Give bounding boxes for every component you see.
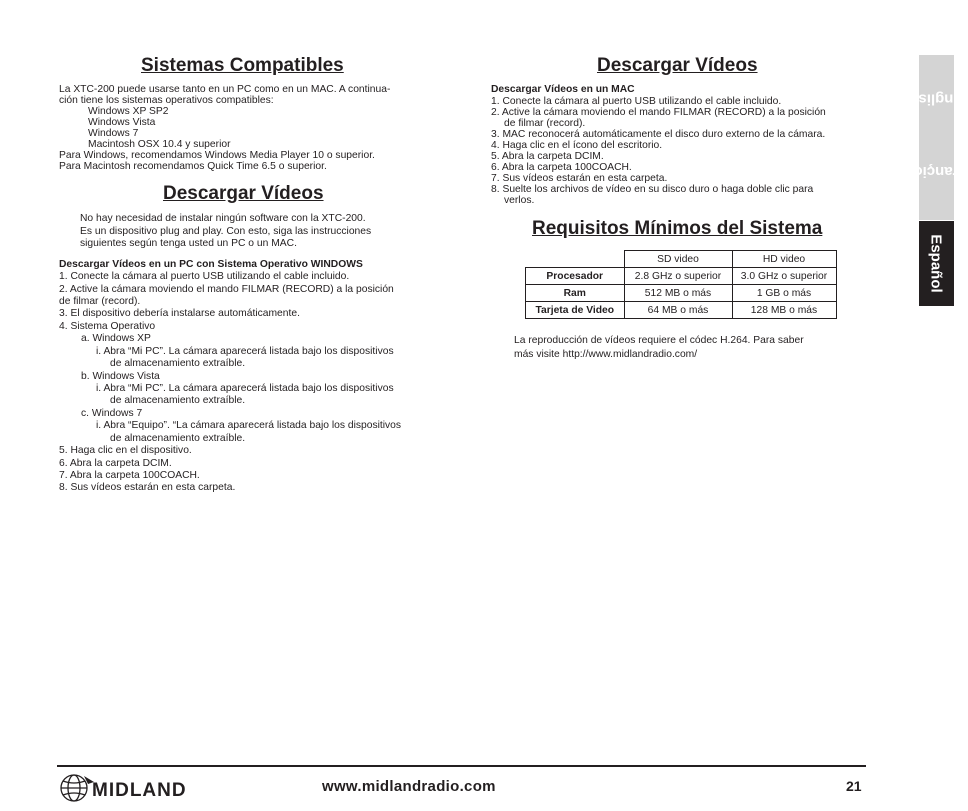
note-line-1: La reproducción de vídeos requiere el códec H.264. Para saber: [514, 335, 804, 346]
step: 7. Abra la carpeta 100COACH.: [59, 470, 200, 481]
substep-detail-cont: de almacenamiento extraíble.: [110, 395, 246, 406]
mac-step: 1. Conecte la cámara al puerto USB utilizando el cable incluido.: [491, 96, 782, 107]
mac-step-cont: verlos.: [504, 195, 535, 206]
globe-icon: [61, 775, 87, 801]
tab-francais-label: Françios: [905, 163, 968, 181]
tab-espanol[interactable]: [919, 221, 954, 306]
table-header-hd: HD video: [732, 251, 836, 268]
step: 3. El dispositivo debería instalarse automáticamente.: [59, 308, 300, 319]
table-header-sd: SD video: [624, 251, 732, 268]
page-number: 21: [846, 778, 862, 794]
note-line-2: más visite http://www.midlandradio.com/: [514, 349, 698, 360]
requirements-table: [525, 250, 837, 319]
step-cont: de filmar (record).: [59, 296, 141, 307]
table-header-row: [526, 251, 837, 268]
substep-detail: i. Abra “Mi PC”. La cámara aparecerá listada bajo los dispositivos: [96, 346, 394, 357]
mac-step: 5. Abra la carpeta DCIM.: [491, 151, 604, 162]
tab-espanol-label: Español: [928, 234, 946, 293]
subheading-mac: Descargar Vídeos en un MAC: [491, 84, 635, 95]
table-cell: 64 MB o más: [624, 302, 732, 319]
os-item: Windows 7: [88, 128, 139, 139]
step: 5. Haga clic en el dispositivo.: [59, 445, 192, 456]
subheading-windows: Descargar Vídeos en un PC con Sistema Operativo WINDOWS: [59, 259, 363, 270]
recommend-windows: Para Windows, recomendamos Windows Media Player 10 o superior.: [59, 150, 375, 161]
step: 4. Sistema Operativo: [59, 321, 156, 332]
table-cell: 2.8 GHz o superior: [624, 268, 732, 285]
mac-step: 4. Haga clic en el ícono del escritorio.: [491, 140, 663, 151]
paragraph-line: siguientes según tenga usted un PC o un MAC.: [80, 238, 297, 249]
heading-descargar-videos: Descargar Vídeos: [163, 183, 324, 204]
step: 8. Sus vídeos estarán en esta carpeta.: [59, 482, 236, 493]
table-row-label: Ram: [526, 285, 625, 302]
substep: a. Windows XP: [81, 333, 151, 344]
heading-requisitos: Requisitos Mínimos del Sistema: [532, 218, 823, 239]
heading-sistemas-compatibles: Sistemas Compatibles: [141, 55, 344, 76]
midland-logo: [58, 770, 228, 811]
table-row-label: Procesador: [526, 268, 625, 285]
tab-label-group: [905, 72, 968, 203]
os-item: Macintosh OSX 10.4 y superior: [88, 139, 231, 150]
paragraph-line: Es un dispositivo plug and play. Con esto, siga las instrucciones: [80, 226, 372, 237]
footer-url: www.midlandradio.com: [322, 778, 496, 795]
substep: b. Windows Vista: [81, 371, 160, 382]
table-cell: 1 GB o más: [732, 285, 836, 302]
step: 1. Conecte la cámara al puerto USB utilizando el cable incluido.: [59, 271, 350, 282]
language-tabs: [905, 55, 968, 306]
mac-step: 7. Sus vídeos estarán en esta carpeta.: [491, 173, 668, 184]
table-row-label: Tarjeta de Video: [526, 302, 625, 319]
mac-step: 3. MAC reconocerá automáticamente el disco duro externo de la cámara.: [491, 129, 826, 140]
substep-detail: i. Abra “Equipo”. “La cámara aparecerá listada bajo los dispositivos: [96, 420, 402, 431]
step: 2. Active la cámara moviendo el mando FILMAR (RECORD) a la posición: [59, 284, 394, 295]
heading-descargar-videos-mac: Descargar Vídeos: [597, 55, 758, 76]
mac-step: 2. Active la cámara moviendo el mando FILMAR (RECORD) a la posición: [491, 107, 826, 118]
substep-detail: i. Abra “Mi PC”. La cámara aparecerá listada bajo los dispositivos: [96, 383, 394, 394]
os-item: Windows Vista: [88, 117, 156, 128]
table-row: [526, 285, 837, 302]
substep-detail-cont: de almacenamiento extraíble.: [110, 433, 246, 444]
substep-detail-cont: de almacenamiento extraíble.: [110, 358, 246, 369]
substep: c. Windows 7: [81, 408, 143, 419]
table-cell: 128 MB o más: [732, 302, 836, 319]
mac-step: 6. Abra la carpeta 100COACH.: [491, 162, 632, 173]
intro-line-2: ción tiene los sistemas operativos compatibles:: [59, 95, 274, 106]
table-cell: 512 MB o más: [624, 285, 732, 302]
mac-step: 8. Suelte los archivos de vídeo en su disco duro o haga doble clic para: [491, 184, 814, 195]
intro-line-1: La XTC-200 puede usarse tanto en un PC como en un MAC. A continua-: [59, 84, 391, 95]
step: 6. Abra la carpeta DCIM.: [59, 458, 172, 469]
midland-logo-graphic: [58, 770, 228, 806]
table-row: [526, 302, 837, 319]
logo-wordmark: MIDLAND: [92, 780, 187, 801]
tab-english-francais[interactable]: [905, 55, 968, 220]
os-item: Windows XP SP2: [88, 106, 169, 117]
table-corner: [526, 251, 625, 268]
tab-english-label: English: [909, 90, 964, 108]
table-cell: 3.0 GHz o superior: [732, 268, 836, 285]
table-row: [526, 268, 837, 285]
paragraph-line: No hay necesidad de instalar ningún software con la XTC-200.: [80, 213, 366, 224]
footer-divider: [57, 765, 866, 767]
recommend-mac: Para Macintosh recomendamos Quick Time 6.5 o superior.: [59, 161, 327, 172]
mac-step-cont: de filmar (record).: [504, 118, 586, 129]
